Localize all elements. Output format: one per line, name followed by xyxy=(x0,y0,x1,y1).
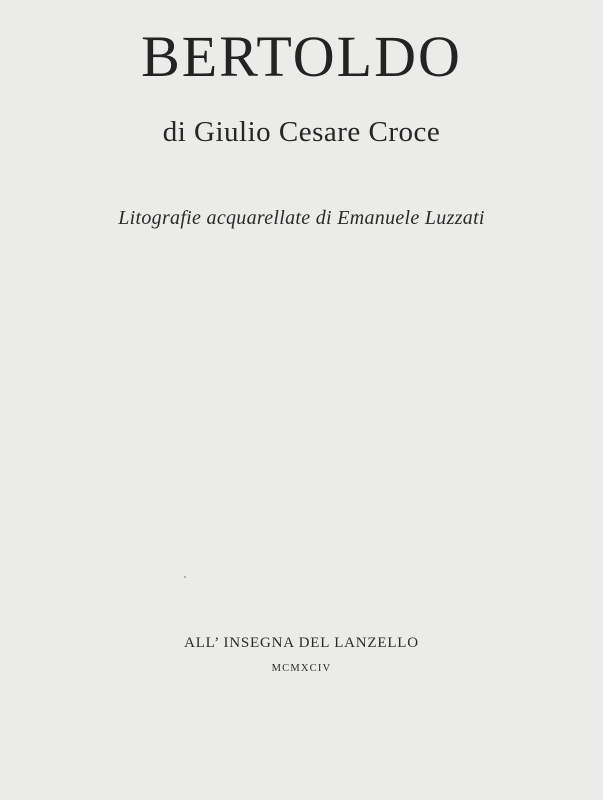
author-line: di Giulio Cesare Croce xyxy=(162,116,441,148)
publisher-imprint: ALL’ INSEGNA DEL LANZELLO xyxy=(184,635,419,651)
publication-year: MCMXCIV xyxy=(271,663,332,674)
paper-speck xyxy=(184,576,186,578)
book-title: BERTOLDO xyxy=(141,24,462,89)
illustration-credit: Litografie acquarellate di Emanuele Luzzati xyxy=(118,207,485,229)
